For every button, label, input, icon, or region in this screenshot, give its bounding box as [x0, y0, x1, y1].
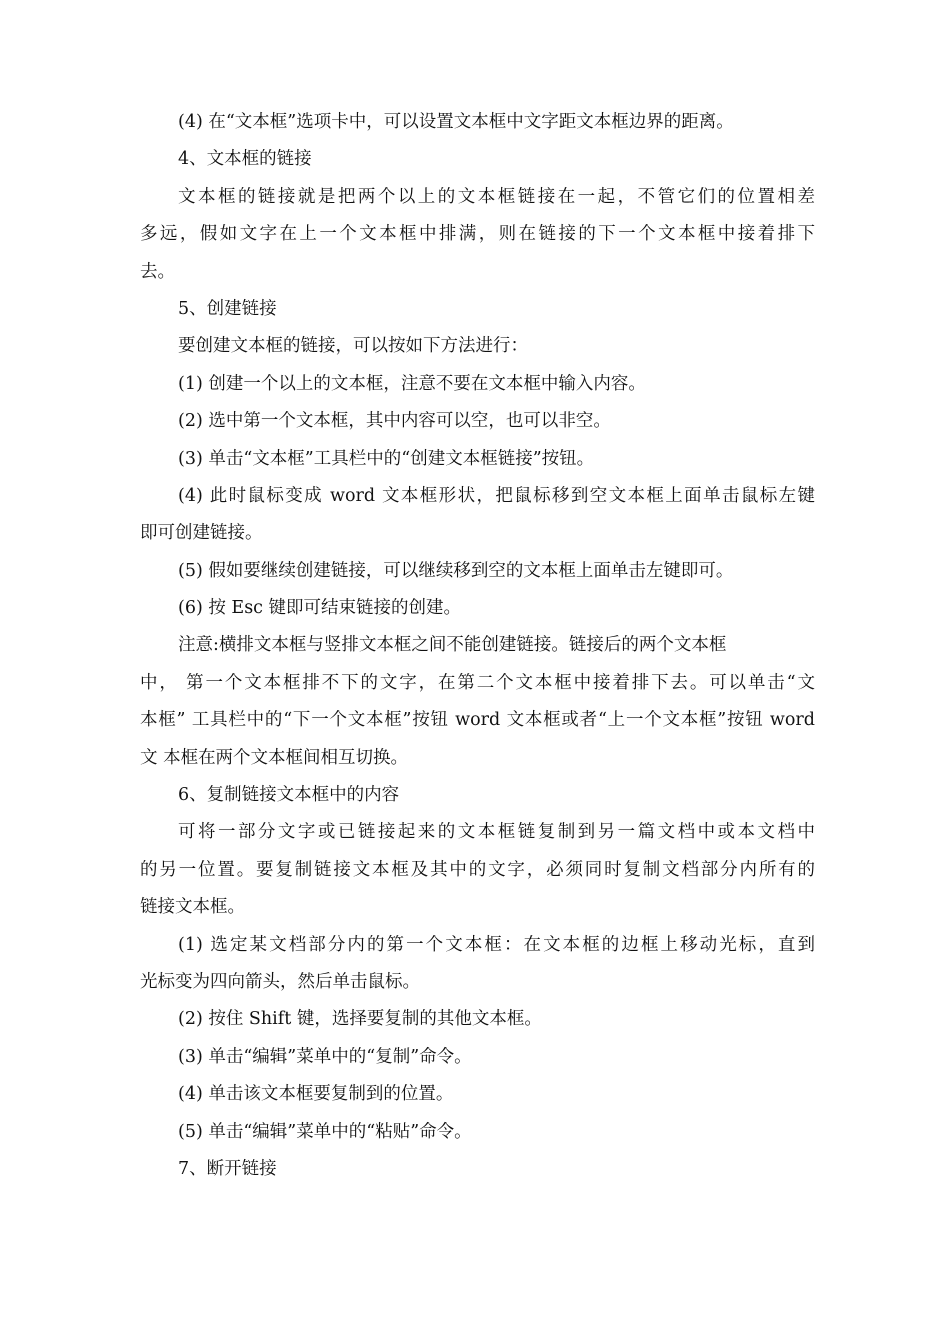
section-heading: 7、断开链接: [178, 1158, 277, 1179]
list-item: (3) 单击“文本框”工具栏中的“创建文本框链接”按钮。: [178, 448, 595, 469]
list-item: (4) 此时鼠标变成 word 文本框形状，把鼠标移到空文本框上面单击鼠标左键: [178, 485, 815, 506]
list-item: (1) 创建一个以上的文本框，注意不要在文本框中输入内容。: [178, 373, 646, 394]
section-heading: 4、文本框的链接: [178, 149, 312, 170]
document-page: [140, 104, 815, 1188]
text-line: 本框” 工具栏中的“下一个文本框”按钮 word 文本框或者“上一个文本框”按钮 word: [140, 710, 815, 731]
list-item: (5) 单击“编辑”菜单中的“粘贴”命令。: [178, 1121, 472, 1142]
list-item: (4) 单击该文本框要复制到的位置。: [178, 1084, 454, 1105]
list-item: (2) 选中第一个文本框，其中内容可以空，也可以非空。: [178, 411, 611, 432]
section-heading: 5、创建链接: [178, 298, 277, 319]
list-item: (3) 单击“编辑”菜单中的“复制”命令。: [178, 1046, 472, 1067]
text-line: 即可创建链接。: [140, 523, 263, 544]
text-line: 去。: [140, 261, 175, 282]
text-line: (4) 在“文本框”选项卡中，可以设置文本框中文字距文本框边界的距离。: [178, 112, 734, 132]
text-line: 文本框的链接就是把两个以上的文本框链接在一起，不管它们的位置相差: [178, 186, 815, 207]
text-line: 的另一位置。要复制链接文本框及其中的文字，必须同时复制文档部分内所有的: [140, 859, 815, 880]
text-line: 光标变为四向箭头，然后单击鼠标。: [140, 971, 420, 992]
section-heading: 6、复制链接文本框中的内容: [178, 785, 400, 806]
list-item: (6) 按 Esc 键即可结束链接的创建。: [178, 598, 462, 619]
text-line: 可将一部分文字或已链接起来的文本框链复制到另一篇文档中或本文档中: [178, 822, 815, 843]
text-line: 要创建文本框的链接，可以按如下方法进行：: [178, 336, 528, 357]
note-line: 注意:横排文本框与竖排文本框之间不能创建链接。链接后的两个文本框: [178, 635, 727, 656]
text-line: 中， 第一个文本框排不下的文字，在第二个文本框中接着排下去。可以单击“文: [140, 672, 815, 693]
text-line: 文 本框在两个文本框间相互切换。: [140, 747, 409, 768]
text-line: 链接文本框。: [140, 897, 245, 918]
list-item: (2) 按住 Shift 键，选择要复制的其他文本框。: [178, 1009, 542, 1030]
text-line: 多远，假如文字在上一个文本框中排满，则在链接的下一个文本框中接着排下: [140, 224, 815, 245]
list-item: (5) 假如要继续创建链接，可以继续移到空的文本框上面单击左键即可。: [178, 560, 734, 581]
list-item: (1) 选定某文档部分内的第一个文本框：在文本框的边框上移动光标，直到: [178, 934, 815, 955]
